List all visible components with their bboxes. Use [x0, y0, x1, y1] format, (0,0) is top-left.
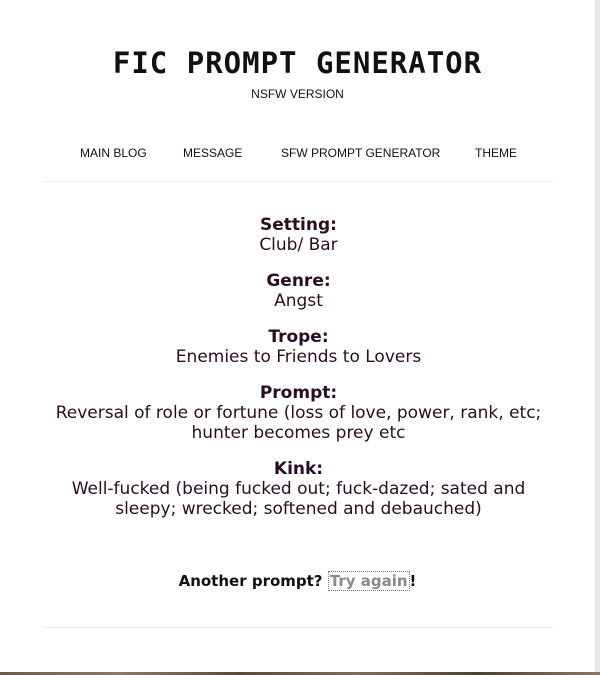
page-title: FIC PROMPT GENERATOR [112, 46, 483, 80]
exclamation-mark: ! [409, 572, 417, 590]
nav-item-main-blog[interactable]: MAIN BLOG [80, 146, 147, 160]
setting-field [40, 215, 557, 255]
prompt-field [40, 383, 557, 443]
kink-field [40, 459, 557, 519]
another-prompt-text: Another prompt? [178, 572, 323, 590]
genre-label: Genre: [266, 271, 331, 291]
trope-value: Enemies to Friends to Lovers [175, 347, 422, 367]
nav-item-theme[interactable]: THEME [475, 146, 517, 160]
nav-item-sfw-prompt-generator[interactable]: SFW PROMPT GENERATOR [281, 146, 441, 160]
genre-field [40, 271, 557, 311]
page-subtitle: NSFW VERSION [251, 87, 344, 101]
prompt-value: Reversal of role or fortune (loss of love, power, rank, etc; hunter becomes prey etc [55, 403, 542, 443]
setting-label: Setting: [260, 215, 337, 235]
prompt-content [40, 215, 557, 535]
genre-value: Angst [274, 291, 323, 311]
bottom-divider [44, 627, 553, 628]
prompt-label: Prompt: [259, 383, 338, 403]
try-again-link[interactable]: Try again [329, 572, 408, 590]
kink-label: Kink: [273, 459, 324, 479]
trope-label: Trope: [268, 327, 329, 347]
try-again-row [0, 572, 595, 590]
scrollbar-track[interactable] [595, 0, 600, 675]
top-divider [44, 181, 553, 182]
setting-value: Club/ Bar [259, 235, 338, 255]
nav-item-message[interactable]: MESSAGE [183, 146, 243, 160]
trope-field [40, 327, 557, 367]
kink-value: Well-fucked (being fucked out; fuck-dazed; sated and sleepy; wrecked; softened and debauched) [71, 479, 526, 519]
nav-bar [0, 146, 595, 164]
